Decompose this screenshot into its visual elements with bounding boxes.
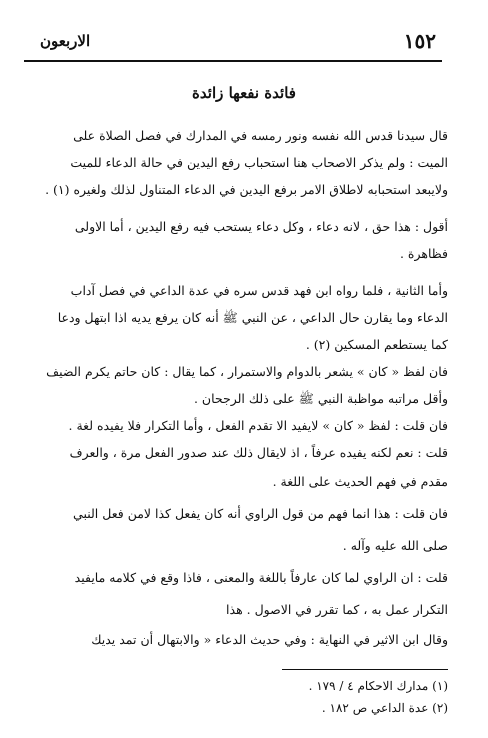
paragraph (30, 412, 448, 439)
paragraph (30, 562, 448, 626)
paragraph (30, 277, 448, 358)
paragraph (30, 358, 448, 412)
text-line: قلت : نعم لكنه يفيده عرفاً ، اذ لايقال ذلك عند صدور الفعل مرة ، والعرف (69, 445, 448, 460)
text-line: صلى الله عليه وآله . (342, 538, 448, 553)
paragraph (30, 439, 448, 498)
text-line: وأما الثانية ، فلما رواه ابن فهد قدس سره في عدة الداعي في فصل آداب (70, 283, 448, 298)
text-line: فان لفظ « كان » يشعر بالدوام والاستمرار ، كما يقال : كان حاتم يكرم الضيف (46, 364, 448, 379)
running-title: الاربعون (40, 32, 91, 50)
text-line: كما يستطعم المسكين (٢) . (305, 337, 448, 352)
text-line: فان قلت : هذا انما فهم من قول الراوي أنه كان يفعل كذا لامن فعل النبي (73, 506, 448, 521)
body-text (30, 122, 448, 653)
footnote-rule (282, 669, 448, 670)
text-line: فظاهرة . (399, 246, 448, 261)
text-line: الميت : ولم يذكر الاصحاب هنا استحباب رفع اليدين في حالة الدعاء للميت (70, 155, 448, 170)
text-line: فان قلت : لفظ « كان » لايفيد الا تقدم الفعل ، وأما التكرار فلا يفيده لغة . (68, 418, 448, 433)
text-line: الدعاء وما يقارن حال الداعي ، عن النبي ﷺ أنه كان يرفع يديه اذا ابتهل ودعا (57, 310, 448, 325)
page-number: ١٥٢ (403, 29, 436, 53)
header-rule (24, 60, 442, 62)
paragraph (30, 626, 448, 653)
paragraph (30, 122, 448, 203)
footnotes (309, 675, 448, 719)
text-line: ولايبعد استحبابه لاطلاق الامر برفع اليدين في الدعاء المتناول لذلك ولغيره (١) . (45, 182, 448, 197)
footnote: (١) مدارك الاحكام ٤ / ١٧٩ . (308, 679, 448, 693)
page-header (40, 30, 436, 52)
paragraph (30, 213, 448, 267)
text-line: وأقل مراتبه مواظبة النبي ﷺ على ذلك الرجحان . (193, 391, 448, 406)
text-line: قلت : ان الراوي لما كان عارفاً باللغة والمعنى ، فاذا وقع في كلامه مايفيد (74, 570, 448, 585)
text-line: مقدم في فهم الحديث على اللغة . (272, 474, 448, 489)
paragraph (30, 498, 448, 562)
text-line: قال سيدنا قدس الله نفسه ونور رمسه في المدارك في فصل الصلاة على (73, 128, 448, 143)
text-line: أقول : هذا حق ، لانه دعاء ، وكل دعاء يستحب فيه رفع اليدين ، أما الاولى (74, 219, 448, 234)
footnote: (٢) عدة الداعي ص ١٨٢ . (321, 701, 448, 715)
section-title: فائدة نفعها زائدة (192, 84, 296, 102)
text-line: التكرار عمل به ، كما تقرر في الاصول . هذا (226, 602, 448, 617)
text-line: وقال ابن الاثير في النهاية : وفي حديث الدعاء « والابتهال أن تمد يديك (91, 632, 448, 647)
